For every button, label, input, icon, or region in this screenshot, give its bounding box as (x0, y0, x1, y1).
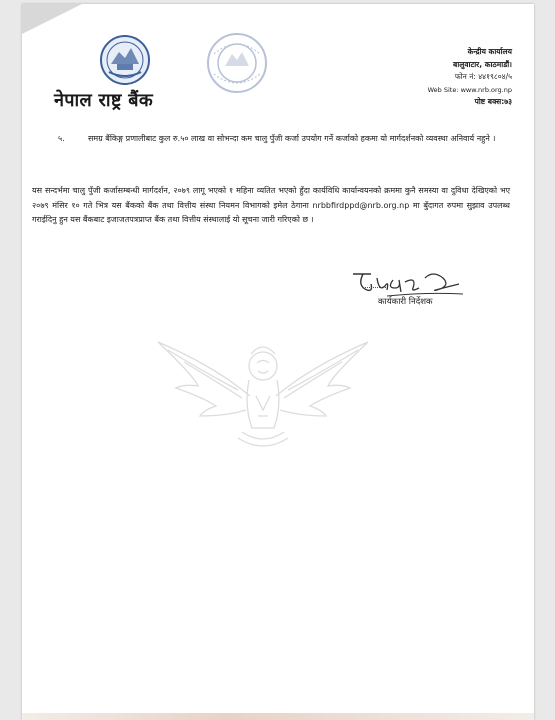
handwritten-signature (347, 266, 467, 300)
notice-paragraph: यस सन्दर्भमा चालु पुँजी कर्जासम्बन्धी मार्गदर्शन, २०७९ लागू भएको १ महिना व्यतित भएको हुँदा कार्यविधि कार्यान्वयनको क्रममा कुनै समस्या वा दुविधा देखिएको भए २०७९ मंसिर १० गते भित्र यस बैंकको बैंक तथा वित्तीय संस्था नियमन विभागको इमेल ठेगाना nrbbfirdppd@nrb.org.np मा बुँदागत रुपमा सुझाव उपलब्ध गराईदिनु हुन यस बैंकबाट इजाजतपत्रप्राप्त बैंक तथा वित्तीय संस्थालाई यो सूचना जारी गरिएको छ । (32, 186, 510, 224)
office-location: बालुवाटार, काठमाडौं। (453, 59, 512, 69)
website-link[interactable]: Web Site: www.nrb.org.np (427, 85, 512, 94)
signature-dotted-line (362, 287, 386, 288)
po-box: पोष्ट बक्स:७३ (474, 97, 512, 106)
document-page (22, 4, 534, 720)
signatory-designation: कार्यकारी निर्देशक (378, 297, 433, 307)
phone-number: फोन नं: ४४१९८०४/५ (454, 72, 512, 81)
folded-corner (22, 4, 82, 34)
office-name: केन्द्रीय कार्यालय (467, 47, 512, 56)
address-block (428, 46, 512, 109)
bank-logo-icon (99, 34, 151, 86)
item-text: समग्र बैंकिङ्ग प्रणालीबाट कुल रु.५० लाख वा सोभन्दा कम चालु पुँजी कर्जा उपयोग गर्ने कर्जाको हकमा यो मार्गदर्शनको व्यवस्था अनिवार्य नहुने । (88, 134, 496, 143)
official-seal (206, 32, 268, 94)
garuda-emblem-watermark (154, 336, 372, 454)
bank-name: नेपाल राष्ट्र बैंक (54, 90, 153, 111)
bottom-edge-strip (22, 713, 534, 720)
item-number: ५. (58, 134, 65, 143)
